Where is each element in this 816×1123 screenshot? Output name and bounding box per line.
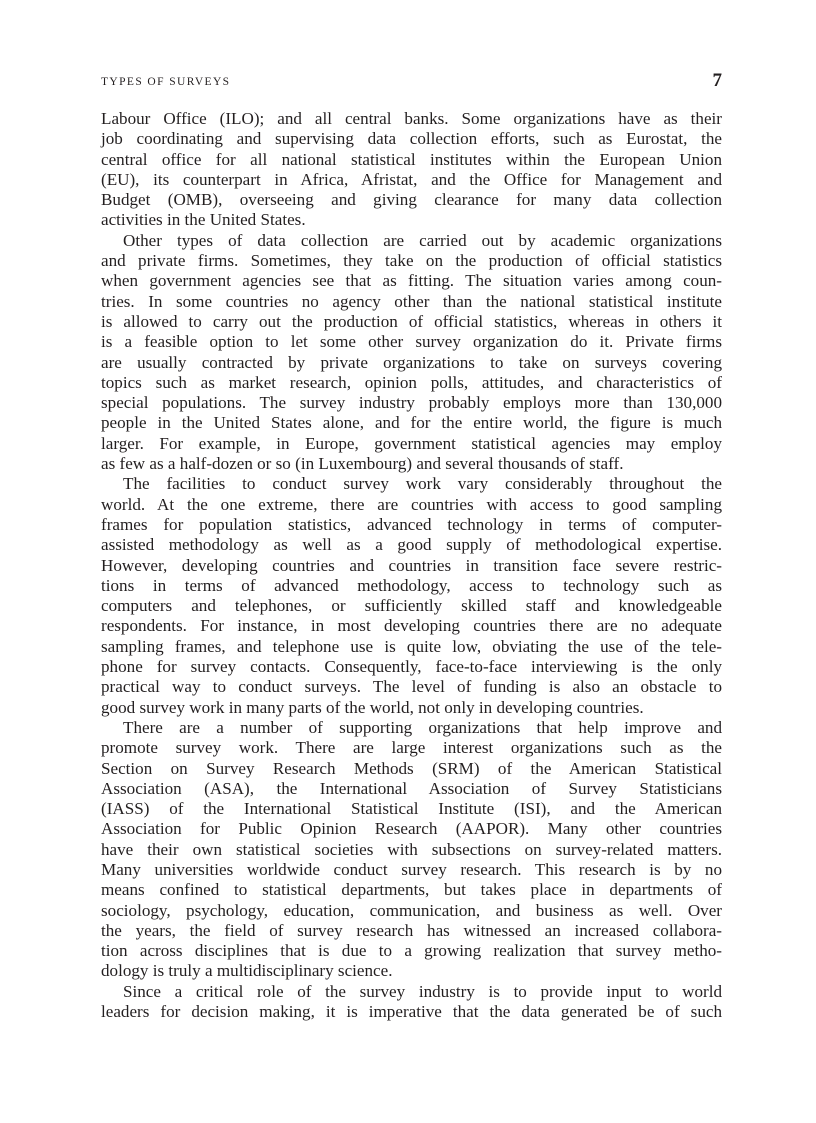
text-line: Section on Survey Research Methods (SRM) of the American Statistical: [101, 758, 722, 778]
text-line: Association (ASA), the International Association of Survey Statisticians: [101, 778, 722, 798]
text-line: and private firms. Sometimes, they take on the production of official statistics: [101, 251, 722, 271]
page-number: 7: [712, 70, 722, 91]
text-line: job coordinating and supervising data collection efforts, such as Eurostat, the: [101, 129, 722, 149]
text-line: Labour Office (ILO); and all central banks. Some organizations have as their: [101, 109, 722, 128]
text-line: (IASS) of the International Statistical Institute (ISI), and the American: [101, 799, 722, 819]
text-line: dology is truly a multidisciplinary science.: [101, 961, 393, 981]
running-head: [101, 70, 722, 94]
text-line: as few as a half-dozen or so (in Luxembourg) and several thousands of staff.: [101, 454, 624, 474]
text-line: world. At the one extreme, there are countries with access to good sampling: [101, 494, 722, 514]
text-line: activities in the United States.: [101, 210, 306, 230]
text-line: is a feasible option to let some other survey organization do it. Private firms: [101, 332, 722, 352]
text-line: Since a critical role of the survey industry is to provide input to world: [123, 981, 722, 1001]
text-line: leaders for decision making, it is imperative that the data generated be of such: [101, 1002, 722, 1022]
text-line: sampling frames, and telephone use is quite low, obviating the use of the tele-: [101, 636, 722, 656]
text-line: Budget (OMB), overseeing and giving clearance for many data collection: [101, 190, 722, 210]
text-line: special populations. The survey industry probably employs more than 130,000: [101, 393, 722, 413]
text-line: central office for all national statistical institutes within the European Union: [101, 149, 722, 169]
text-line: tion across disciplines that is due to a growing realization that survey metho-: [101, 941, 722, 961]
text-line: respondents. For instance, in most developing countries there are no adequate: [101, 616, 722, 636]
text-line: are usually contracted by private organizations to take on surveys covering: [101, 352, 722, 372]
text-line: practical way to conduct surveys. The level of funding is also an obstacle to: [101, 677, 722, 697]
text-line: topics such as market research, opinion polls, attitudes, and characteristics of: [101, 372, 722, 392]
text-line: The facilities to conduct survey work vary considerably throughout the: [123, 474, 722, 494]
text-line: the years, the field of survey research has witnessed an increased collabora-: [101, 920, 722, 940]
text-line: phone for survey contacts. Consequently, face-to-face interviewing is the only: [101, 657, 722, 677]
text-line: have their own statistical societies with subsections on survey-related matters.: [101, 839, 722, 859]
text-line: tions in terms of advanced methodology, access to technology such as: [101, 575, 722, 595]
text-line: tries. In some countries no agency other than the national statistical institute: [101, 291, 722, 311]
text-line: However, developing countries and countries in transition face severe restric-: [101, 555, 722, 575]
text-line: when government agencies see that as fitting. The situation varies among coun-: [101, 271, 722, 291]
text-line: larger. For example, in Europe, government statistical agencies may employ: [101, 433, 722, 453]
text-line: computers and telephones, or sufficiently skilled staff and knowledgeable: [101, 596, 722, 616]
body-text: [101, 109, 722, 1022]
text-line: Other types of data collection are carried out by academic organizations: [123, 230, 722, 250]
text-line: promote survey work. There are large interest organizations such as the: [101, 738, 722, 758]
text-line: Association for Public Opinion Research (AAPOR). Many other countries: [101, 819, 722, 839]
text-line: Many universities worldwide conduct survey research. This research is by no: [101, 859, 722, 879]
section-title: TYPES OF SURVEYS: [101, 76, 231, 88]
text-line: There are a number of supporting organizations that help improve and: [123, 717, 722, 737]
text-line: frames for population statistics, advanced technology in terms of computer-: [101, 514, 722, 534]
text-line: sociology, psychology, education, communication, and business as well. Over: [101, 900, 722, 920]
text-line: good survey work in many parts of the world, not only in developing countries.: [101, 697, 644, 717]
text-line: people in the United States alone, and for the entire world, the figure is much: [101, 413, 722, 433]
text-line: assisted methodology as well as a good supply of methodological expertise.: [101, 535, 722, 555]
text-line: means confined to statistical departments, but takes place in departments of: [101, 880, 722, 900]
text-line: is allowed to carry out the production of official statistics, whereas in others it: [101, 311, 722, 331]
text-line: (EU), its counterpart in Africa, Afristat, and the Office for Management and: [101, 169, 722, 189]
